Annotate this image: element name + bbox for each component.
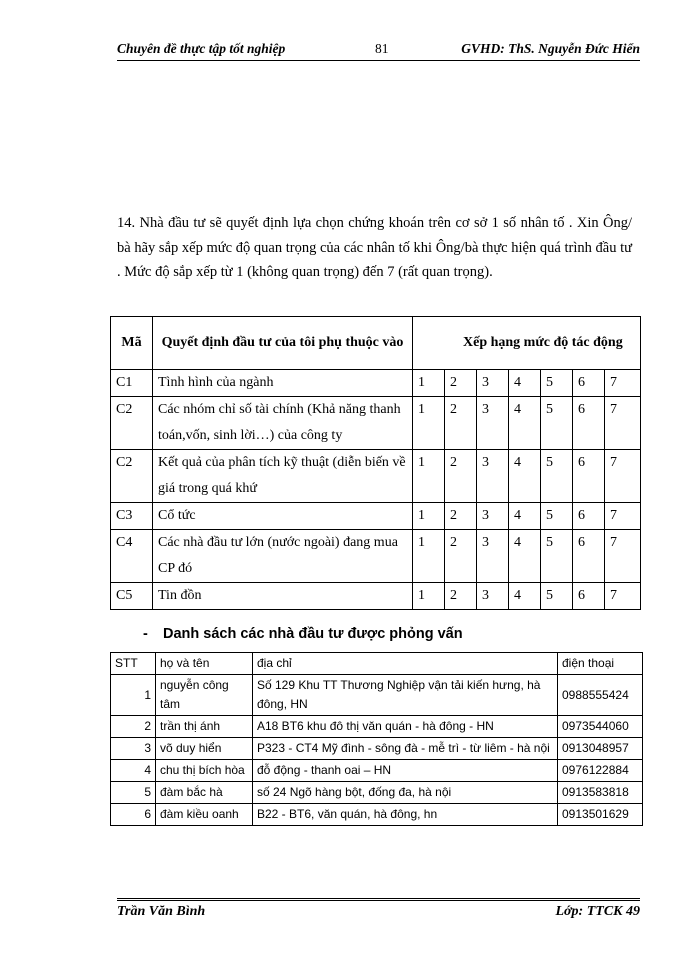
- score-option[interactable]: 1: [413, 530, 445, 583]
- investor-phone: 0913048957: [558, 738, 643, 760]
- table-row: [111, 760, 643, 782]
- investor-phone: 0976122884: [558, 760, 643, 782]
- header-stt: STT: [111, 653, 156, 675]
- investor-list-title: [143, 626, 463, 642]
- score-option[interactable]: 3: [477, 583, 509, 610]
- score-option[interactable]: 7: [605, 397, 641, 450]
- factor-name: Cổ tức: [153, 503, 413, 530]
- investor-stt: 4: [111, 760, 156, 782]
- page-footer: [117, 898, 640, 920]
- score-option[interactable]: 4: [509, 530, 541, 583]
- factor-name: Các nhà đầu tư lớn (nước ngoài) đang mua CP đó: [153, 530, 413, 583]
- score-option[interactable]: 2: [445, 370, 477, 397]
- score-option[interactable]: 7: [605, 503, 641, 530]
- score-option[interactable]: 5: [541, 370, 573, 397]
- score-option[interactable]: 2: [445, 397, 477, 450]
- investor-phone: 0973544060: [558, 716, 643, 738]
- table-row: [111, 738, 643, 760]
- score-option[interactable]: 5: [541, 530, 573, 583]
- factor-ranking-table: [110, 316, 641, 610]
- question-14: [117, 211, 632, 285]
- footer-class: Lớp: TTCK 49: [555, 904, 640, 919]
- score-option[interactable]: 4: [509, 450, 541, 503]
- factor-code: C3: [111, 503, 153, 530]
- table-row: [111, 583, 641, 610]
- factor-code: C2: [111, 450, 153, 503]
- header-code: Mã: [111, 317, 153, 370]
- investor-stt: 5: [111, 782, 156, 804]
- investor-stt: 3: [111, 738, 156, 760]
- table-row: [111, 503, 641, 530]
- header-name: họ và tên: [156, 653, 253, 675]
- investor-stt: 2: [111, 716, 156, 738]
- score-option[interactable]: 5: [541, 450, 573, 503]
- page-header: [117, 38, 640, 61]
- table-row: [111, 716, 643, 738]
- score-option[interactable]: 5: [541, 583, 573, 610]
- question-text: 14. Nhà đầu tư sẽ quyết định lựa chọn chứng khoán trên cơ sở 1 số nhân tố . Xin Ông/ bà hãy sắp xếp mức độ quan trọng của các nhân tố khi Ông/bà thực hiện quá trình đầu tư . Mức độ sắp xếp từ 1 (không quan trọng) đến 7 (rất quan trọng).: [117, 215, 632, 280]
- table-row: [111, 397, 641, 450]
- investor-name: đàm bắc hà: [156, 782, 253, 804]
- score-option[interactable]: 1: [413, 397, 445, 450]
- score-option[interactable]: 7: [605, 450, 641, 503]
- factor-name: Tin đồn: [153, 583, 413, 610]
- investor-list-heading: Danh sách các nhà đầu tư được phỏng vấn: [163, 626, 463, 642]
- score-option[interactable]: 5: [541, 503, 573, 530]
- score-option[interactable]: 4: [509, 503, 541, 530]
- score-option[interactable]: 7: [605, 583, 641, 610]
- score-option[interactable]: 3: [477, 450, 509, 503]
- investor-phone: 0913501629: [558, 804, 643, 826]
- score-option[interactable]: 1: [413, 370, 445, 397]
- score-option[interactable]: 1: [413, 503, 445, 530]
- investor-stt: 6: [111, 804, 156, 826]
- score-option[interactable]: 3: [477, 397, 509, 450]
- score-option[interactable]: 6: [573, 397, 605, 450]
- investor-phone: 0913583818: [558, 782, 643, 804]
- investor-phone: 0988555424: [558, 675, 643, 716]
- table-row: [111, 370, 641, 397]
- investor-address: P323 - CT4 Mỹ đình - sông đà - mễ trì - từ liêm - hà nội: [253, 738, 558, 760]
- footer-author: Trần Văn Bình: [117, 904, 206, 919]
- investor-stt: 1: [111, 675, 156, 716]
- investor-address: Số 129 Khu TT Thương Nghiệp vận tải kiến hưng, hà đông, HN: [253, 675, 558, 716]
- score-option[interactable]: 2: [445, 583, 477, 610]
- score-option[interactable]: 2: [445, 503, 477, 530]
- score-option[interactable]: 4: [509, 370, 541, 397]
- score-option[interactable]: 4: [509, 583, 541, 610]
- investor-name: đàm kiều oanh: [156, 804, 253, 826]
- score-option[interactable]: 6: [573, 450, 605, 503]
- investor-address: A18 BT6 khu đô thị văn quán - hà đông - HN: [253, 716, 558, 738]
- score-option[interactable]: 3: [477, 530, 509, 583]
- investor-table: [110, 652, 643, 826]
- table-row: [111, 804, 643, 826]
- investor-name: võ duy hiển: [156, 738, 253, 760]
- investor-address: đỗ động - thanh oai – HN: [253, 760, 558, 782]
- score-option[interactable]: 6: [573, 530, 605, 583]
- header-thesis-title: Chuyên đề thực tập tốt nghiệp: [117, 41, 286, 56]
- score-option[interactable]: 2: [445, 530, 477, 583]
- investor-address: số 24 Ngõ hàng bột, đống đa, hà nội: [253, 782, 558, 804]
- investor-name: trần thị ánh: [156, 716, 253, 738]
- table-row: [111, 782, 643, 804]
- factor-code: C1: [111, 370, 153, 397]
- score-option[interactable]: 5: [541, 397, 573, 450]
- investor-address: B22 - BT6, văn quán, hà đông, hn: [253, 804, 558, 826]
- score-option[interactable]: 1: [413, 450, 445, 503]
- score-option[interactable]: 2: [445, 450, 477, 503]
- score-option[interactable]: 1: [413, 583, 445, 610]
- header-factor: Quyết định đầu tư của tôi phụ thuộc vào: [153, 317, 413, 370]
- factor-code: C4: [111, 530, 153, 583]
- factor-name: Kết quả của phân tích kỹ thuật (diễn biến về giá trong quá khứ: [153, 450, 413, 503]
- score-option[interactable]: 4: [509, 397, 541, 450]
- header-rank: Xếp hạng mức độ tác động: [413, 317, 641, 370]
- score-option[interactable]: 7: [605, 370, 641, 397]
- investor-header-row: [111, 653, 643, 675]
- score-option[interactable]: 6: [573, 503, 605, 530]
- score-option[interactable]: 3: [477, 370, 509, 397]
- header-address: địa chỉ: [253, 653, 558, 675]
- header-phone: điện thoại: [558, 653, 643, 675]
- score-option[interactable]: 6: [573, 370, 605, 397]
- header-supervisor: GVHD: ThS. Nguyễn Đức Hiển: [461, 41, 640, 56]
- factor-code: C5: [111, 583, 153, 610]
- list-bullet: -: [143, 626, 148, 642]
- investor-name: nguyễn công tâm: [156, 675, 253, 716]
- table-row: [111, 675, 643, 716]
- factor-code: C2: [111, 397, 153, 450]
- page-number: 81: [375, 41, 389, 56]
- factor-name: Các nhóm chỉ số tài chính (Khả năng thanh toán,vốn, sinh lời…) của công ty: [153, 397, 413, 450]
- score-option[interactable]: 3: [477, 503, 509, 530]
- investor-name: chu thị bích hòa: [156, 760, 253, 782]
- score-option[interactable]: 6: [573, 583, 605, 610]
- factor-name: Tình hình của ngành: [153, 370, 413, 397]
- table-row: [111, 530, 641, 583]
- table-row: [111, 450, 641, 503]
- table-header-row: [111, 317, 641, 370]
- score-option[interactable]: 7: [605, 530, 641, 583]
